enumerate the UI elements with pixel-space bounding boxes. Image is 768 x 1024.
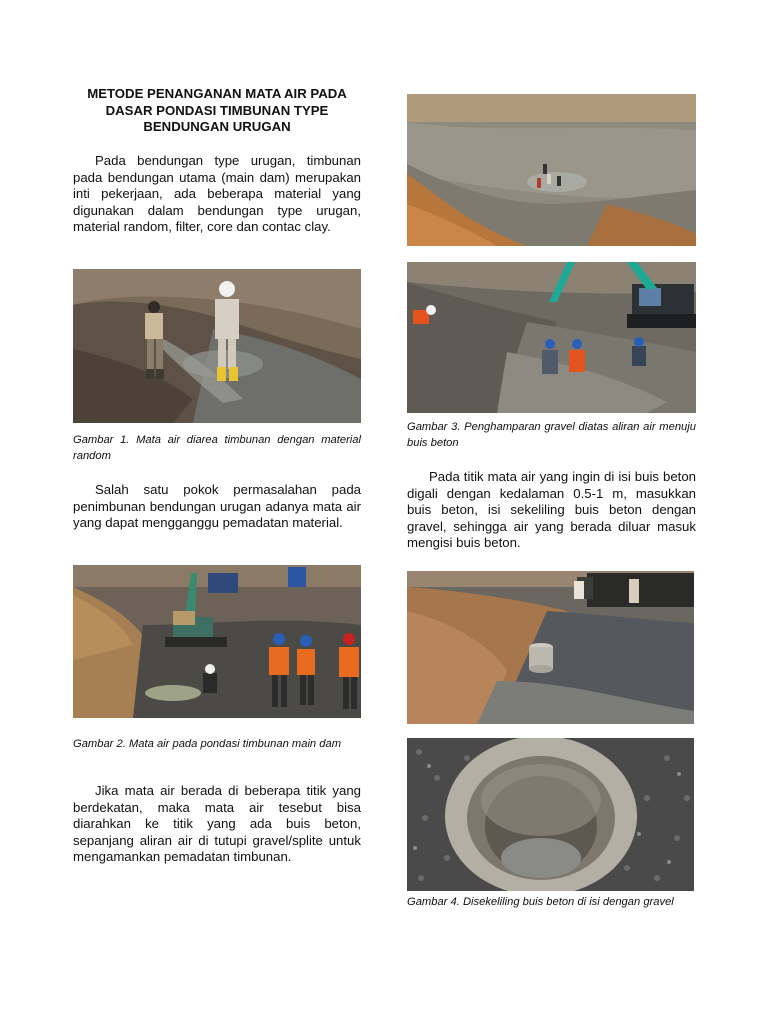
caption-gambar-4: Gambar 4. Disekeliling buis beton di isi dengan gravel: [407, 896, 674, 908]
photo-gambar-3: [407, 262, 696, 413]
photo-buis-beton-installation: [407, 571, 694, 724]
photo-gambar-4: [407, 738, 694, 891]
photo-gambar-1: [73, 269, 361, 423]
paragraph-problem: Salah satu pokok permasalahan pada penimbunan bendungan urugan adanya mata air yang dapat mengganggu pemadatan material.: [73, 482, 361, 530]
photo-site-overview: [407, 94, 696, 246]
paragraph-flow-direction: Jika mata air berada di beberapa titik yang berdekatan, maka mata air tesebut bisa diarahkan ke titik yang ada buis beton, sepanjang aliran air di tutupi gravel/splite untuk mengamankan pemadatan timbunan.: [73, 783, 361, 864]
caption-gambar-1: Gambar 1. Mata air diarea timbunan dengan material random: [73, 434, 361, 462]
photo-gambar-2: [73, 565, 361, 718]
caption-gambar-3: Gambar 3. Penghamparan gravel diatas aliran air menuju buis beton: [407, 421, 696, 449]
caption-gambar-2: Gambar 2. Mata air pada pondasi timbunan main dam: [73, 738, 342, 750]
paragraph-buis-beton: Pada titik mata air yang ingin di isi buis beton digali dengan kedalaman 0.5-1 m, masukkan buis beton, isi sekeliling buis beton dengan gravel, sehingga air yang berada diluar masuk mengisi buis beton.: [407, 469, 696, 550]
paragraph-intro: Pada bendungan type urugan, timbunan pada bendungan utama (main dam) merupakan inti pekerjaan, ada beberapa material yang digunakan dalam bendungan type urugan, material random, filter, core dan contac clay.: [73, 153, 361, 234]
document-title: METODE PENANGANAN MATA AIR PADA DASAR PONDASI TIMBUNAN TYPE BENDUNGAN URUGAN: [87, 86, 347, 135]
